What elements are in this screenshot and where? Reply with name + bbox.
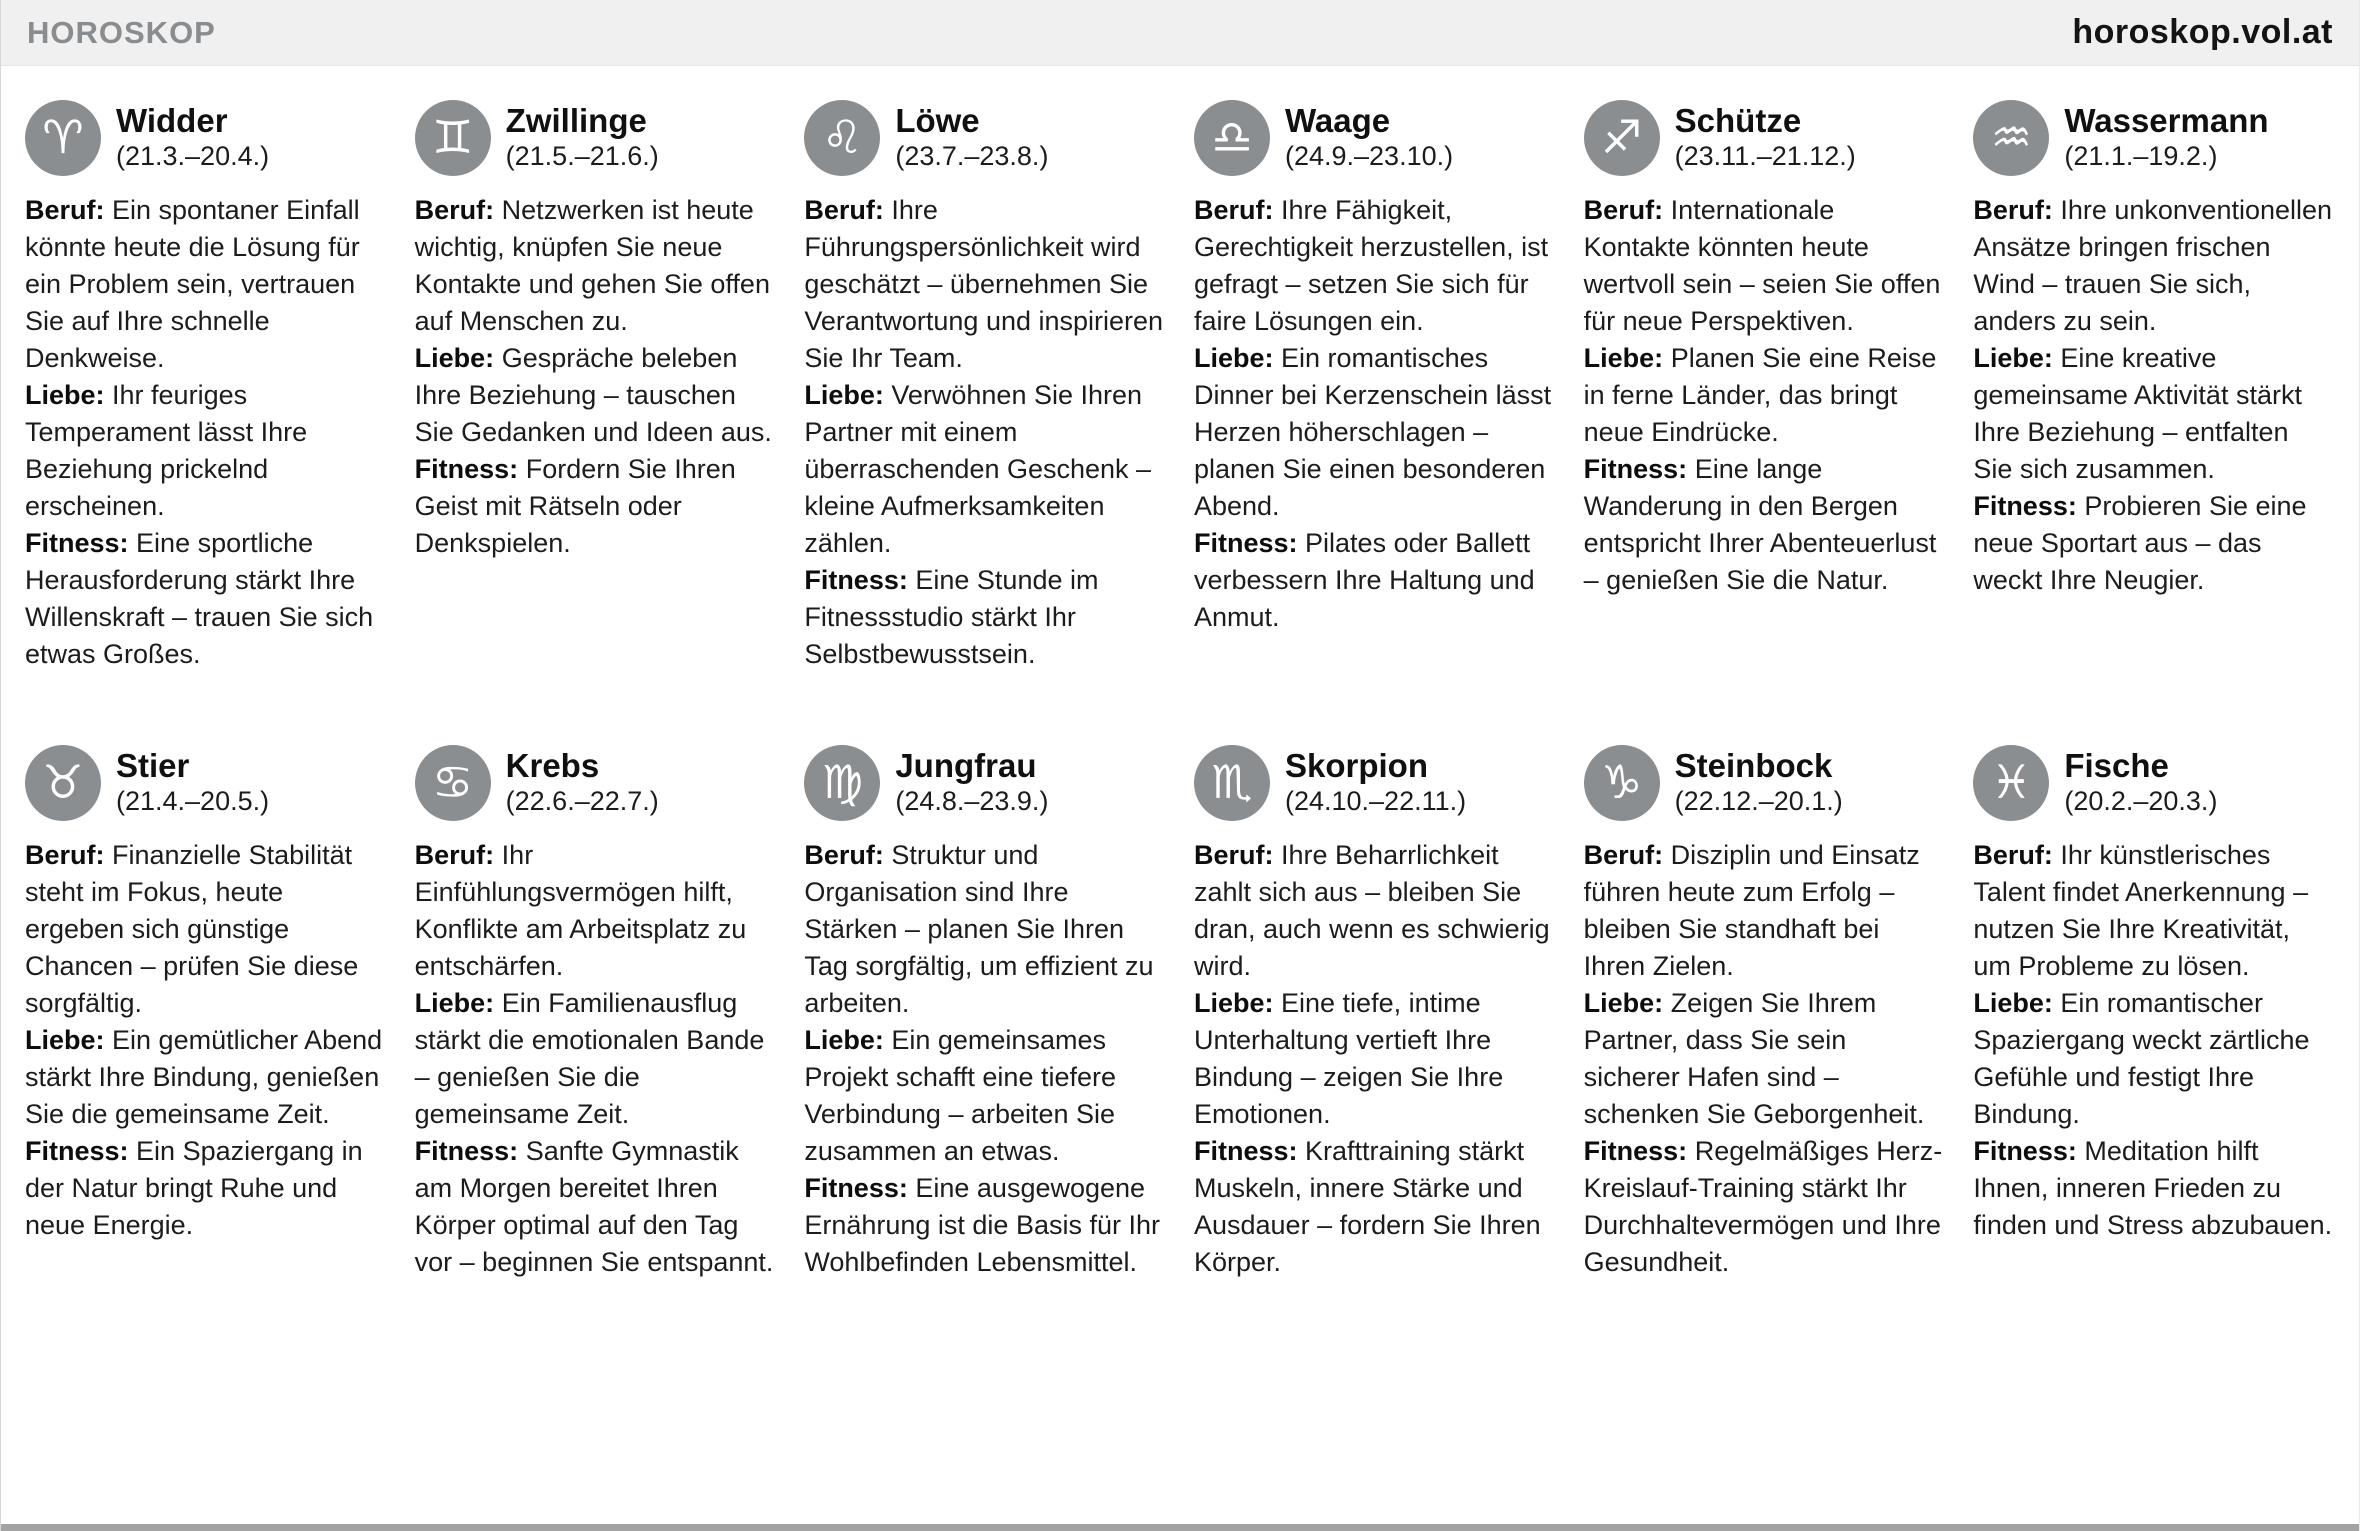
sign-dates: (21.1.–19.2.) [2064, 140, 2218, 171]
section-label: Beruf: [1973, 840, 2053, 870]
sign-header [415, 745, 777, 821]
sign-name: Schütze [1674, 101, 1802, 139]
section-liebe [1194, 985, 1556, 1133]
sign-card-capricorn [1584, 745, 1946, 1281]
section-beruf [415, 837, 777, 985]
section-text: Verwöhnen Sie Ihren Partner mit einem überraschenden Geschenk – kleine Aufmerksamkeiten zählen. [804, 380, 1152, 558]
sign-text [1194, 837, 1556, 1281]
section-fitness [415, 1133, 777, 1281]
section-label: Fitness: [25, 528, 129, 558]
sign-card-pisces [1973, 745, 2335, 1244]
section-text: Ein Spaziergang in der Natur bringt Ruhe und neue Energie. [25, 1136, 363, 1240]
section-fitness [1973, 1133, 2335, 1244]
sign-card-virgo [804, 745, 1166, 1281]
section-beruf [25, 837, 387, 1022]
section-text: Ein romantisches Dinner bei Kerzenschein lässt Herzen höherschlagen – planen Sie einen besonderen Abend. [1193, 343, 1552, 521]
section-label: Fitness: [804, 1173, 908, 1203]
sign-dates: (20.2.–20.3.) [2064, 785, 2218, 816]
section-label: Liebe: [1193, 988, 1274, 1018]
section-text: Ein gemeinsames Projekt schafft eine tiefere Verbindung – arbeiten Sie zusammen an etwas. [804, 1025, 1117, 1166]
sign-title-block [506, 748, 659, 819]
section-text: Finanzielle Stabilität steht im Fokus, heute ergeben sich günstige Chancen – prüfen Sie diese sorgfältig. [25, 840, 359, 1018]
section-liebe [1584, 985, 1946, 1133]
section-label: Liebe: [1583, 343, 1664, 373]
section-fitness [1584, 451, 1946, 599]
sign-header [1194, 100, 1556, 176]
section-liebe [1194, 340, 1556, 525]
section-label: Fitness: [25, 1136, 129, 1166]
section-liebe [804, 377, 1166, 562]
section-text: Sanfte Gymnastik am Morgen bereitet Ihren Körper optimal auf den Tag vor – beginnen Sie entspannt. [414, 1136, 774, 1277]
section-text: Ein gemütlicher Abend stärkt Ihre Bindung, genießen Sie die gemeinsame Zeit. [25, 1025, 383, 1129]
section-label: Fitness: [1973, 1136, 2077, 1166]
section-beruf [804, 837, 1166, 1022]
section-beruf [1973, 837, 2335, 985]
sagittarius-icon: ♐ [1584, 100, 1660, 176]
sign-name: Jungfrau [895, 746, 1037, 784]
section-label: Beruf: [804, 195, 884, 225]
sign-dates: (21.3.–20.4.) [116, 140, 270, 171]
section-liebe [25, 1022, 387, 1133]
section-text: Netzwerken ist heute wichtig, knüpfen Sie neue Kontakte und gehen Sie offen auf Menschen zu. [414, 195, 770, 336]
section-text: Meditation hilft Ihnen, inneren Frieden zu finden und Stress abzubauen. [1973, 1136, 2333, 1240]
section-label: Fitness: [414, 1136, 519, 1166]
section-label: Fitness: [804, 565, 908, 595]
section-text: Ein spontaner Einfall könnte heute die Lösung für ein Problem sein, vertrauen Sie auf Ihre schnelle Denkweise. [25, 195, 360, 373]
sign-dates: (23.7.–23.8.) [895, 140, 1049, 171]
section-label: Liebe: [25, 380, 105, 410]
sign-title-block [2064, 748, 2217, 819]
section-beruf [1973, 192, 2335, 340]
sign-text [1584, 192, 1946, 599]
sign-text [804, 192, 1166, 673]
sign-title-block [1675, 103, 1856, 174]
gemini-icon: ♊ [415, 100, 491, 176]
section-text: Probieren Sie eine neue Sportart aus – das weckt Ihre Neugier. [1973, 491, 2307, 595]
site-url: horoskop.vol.at [2072, 13, 2333, 51]
section-liebe [804, 1022, 1166, 1170]
sign-text [415, 837, 777, 1281]
sign-name: Zwillinge [505, 101, 647, 139]
section-fitness [1194, 525, 1556, 636]
sign-title-block [116, 748, 269, 819]
sign-text [25, 837, 387, 1244]
pisces-icon: ♓ [1973, 745, 2049, 821]
section-text: Eine Stunde im Fitnessstudio stärkt Ihr Selbstbewusstsein. [804, 565, 1099, 669]
sign-title-block [1285, 103, 1453, 174]
sign-name: Löwe [895, 101, 980, 139]
sign-name: Krebs [505, 746, 600, 784]
capricorn-icon: ♑ [1584, 745, 1660, 821]
sign-dates: (22.6.–22.7.) [505, 785, 659, 816]
taurus-icon: ♉ [25, 745, 101, 821]
section-label: Liebe: [1583, 988, 1664, 1018]
section-fitness [415, 451, 777, 562]
section-label: Liebe: [1193, 343, 1274, 373]
section-beruf [1194, 837, 1556, 985]
cancer-icon: ♋ [415, 745, 491, 821]
section-fitness [1584, 1133, 1946, 1281]
section-label: Liebe: [414, 988, 495, 1018]
sign-name: Skorpion [1284, 746, 1428, 784]
section-liebe [1973, 985, 2335, 1133]
section-text: Ein Familienausflug stärkt die emotionalen Bande – genießen Sie die gemeinsame Zeit. [414, 988, 765, 1129]
section-label: Liebe: [25, 1025, 105, 1055]
sign-title-block [1675, 748, 1843, 819]
section-text: Eine ausgewogene Ernährung ist die Basis für Ihr Wohlbefinden Lebensmittel. [804, 1173, 1160, 1277]
section-text: Planen Sie eine Reise in ferne Länder, das bringt neue Eindrücke. [1583, 343, 1937, 447]
section-text: Ihr feuriges Temperament lässt Ihre Beziehung prickelnd erscheinen. [25, 380, 308, 521]
section-fitness [804, 1170, 1166, 1281]
sign-card-aquarius [1973, 100, 2335, 599]
sign-text [1973, 192, 2335, 599]
sign-text [1973, 837, 2335, 1244]
sign-title-block [506, 103, 659, 174]
sign-dates: (21.5.–21.6.) [505, 140, 659, 171]
bottom-divider [1, 1524, 2359, 1531]
sign-header [1584, 100, 1946, 176]
sign-title-block [895, 748, 1048, 819]
sign-header [1973, 745, 2335, 821]
section-liebe [415, 340, 777, 451]
sign-header [415, 100, 777, 176]
scorpio-icon: ♏ [1194, 745, 1270, 821]
section-text: Ihre Beharrlichkeit zahlt sich aus – bleiben Sie dran, auch wenn es schwierig wird. [1193, 840, 1550, 981]
leo-icon: ♌ [804, 100, 880, 176]
sign-dates: (24.9.–23.10.) [1284, 140, 1454, 171]
section-label: Liebe: [804, 1025, 884, 1055]
page-title: HOROSKOP [27, 14, 216, 50]
sign-title-block [2064, 103, 2268, 174]
section-beruf [1584, 192, 1946, 340]
sign-header [804, 745, 1166, 821]
section-text: Internationale Kontakte könnten heute wertvoll sein – seien Sie offen für neue Perspektiven. [1583, 195, 1941, 336]
section-label: Beruf: [1973, 195, 2053, 225]
sign-name: Stier [116, 746, 190, 784]
section-fitness [1973, 488, 2335, 599]
section-beruf [1194, 192, 1556, 340]
sign-dates: (21.4.–20.5.) [116, 785, 270, 816]
section-text: Eine sportliche Herausforderung stärkt Ihre Willenskraft – trauen Sie sich etwas Großes. [25, 528, 374, 669]
section-label: Beruf: [1583, 195, 1664, 225]
section-label: Beruf: [414, 195, 495, 225]
section-text: Eine kreative gemeinsame Aktivität stärkt Ihre Beziehung – entfalten Sie sich zusammen. [1973, 343, 2302, 484]
section-text: Ihr Einfühlungsvermögen hilft, Konflikte am Arbeitsplatz zu entschärfen. [414, 840, 747, 981]
section-beruf [804, 192, 1166, 377]
section-text: Gespräche beleben Ihre Beziehung – tauschen Sie Gedanken und Ideen aus. [414, 343, 772, 447]
sign-header [804, 100, 1166, 176]
section-label: Beruf: [1193, 840, 1274, 870]
section-text: Ihre Führungspersönlichkeit wird geschätzt – übernehmen Sie Verantwortung und inspirieren Sie Ihr Team. [804, 195, 1164, 373]
section-text: Eine tiefe, intime Unterhaltung vertieft Ihre Bindung – zeigen Sie Ihre Emotionen. [1193, 988, 1504, 1129]
sign-dates: (24.8.–23.9.) [895, 785, 1049, 816]
sign-name: Steinbock [1674, 746, 1833, 784]
section-text: Zeigen Sie Ihrem Partner, dass Sie sein sicherer Hafen sind – schenken Sie Geborgenheit. [1583, 988, 1925, 1129]
section-label: Beruf: [804, 840, 884, 870]
section-text: Fordern Sie Ihren Geist mit Rätseln oder Denkspielen. [414, 454, 736, 558]
aquarius-icon: ♒ [1973, 100, 2049, 176]
sign-text [25, 192, 387, 673]
section-fitness [1194, 1133, 1556, 1281]
section-text: Struktur und Organisation sind Ihre Stärken – planen Sie Ihren Tag sorgfältig, um effizient zu arbeiten. [804, 840, 1154, 1018]
virgo-icon: ♍ [804, 745, 880, 821]
sign-text [1584, 837, 1946, 1281]
sign-header [25, 100, 387, 176]
sign-header [1194, 745, 1556, 821]
section-liebe [25, 377, 387, 525]
section-label: Beruf: [25, 195, 105, 225]
masthead [1, 0, 2359, 66]
sign-text [804, 837, 1166, 1281]
section-text: Pilates oder Ballett verbessern Ihre Haltung und Anmut. [1193, 528, 1535, 632]
sign-name: Wassermann [2064, 101, 2269, 139]
aries-icon: ♈ [25, 100, 101, 176]
section-label: Fitness: [1193, 528, 1298, 558]
sign-name: Waage [1284, 101, 1391, 139]
sign-card-cancer [415, 745, 777, 1281]
sign-dates: (23.11.–21.12.) [1674, 140, 1856, 171]
sign-card-libra [1194, 100, 1556, 636]
section-text: Ihre unkonventionellen Ansätze bringen frischen Wind – trauen Sie sich, anders zu sein. [1973, 195, 2333, 336]
sign-card-leo [804, 100, 1166, 673]
section-liebe [1584, 340, 1946, 451]
section-label: Beruf: [1193, 195, 1274, 225]
sign-card-sagittarius [1584, 100, 1946, 599]
section-label: Fitness: [1193, 1136, 1298, 1166]
section-beruf [415, 192, 777, 340]
section-text: Ein romantischer Spaziergang weckt zärtliche Gefühle und festigt Ihre Bindung. [1973, 988, 2310, 1129]
sign-card-gemini [415, 100, 777, 562]
sign-name: Fische [2064, 746, 2169, 784]
section-label: Liebe: [804, 380, 884, 410]
sign-dates: (24.10.–22.11.) [1284, 785, 1467, 816]
sign-card-taurus [25, 745, 387, 1244]
section-text: Regelmäßiges Herz-Kreislauf-Training stärkt Ihr Durchhaltevermögen und Ihre Gesundheit. [1583, 1136, 1943, 1277]
section-liebe [415, 985, 777, 1133]
sign-title-block [1285, 748, 1466, 819]
section-liebe [1973, 340, 2335, 488]
section-text: Ihre Fähigkeit, Gerechtigkeit herzustellen, ist gefragt – setzen Sie sich für faire Lösungen ein. [1193, 195, 1549, 336]
section-beruf [25, 192, 387, 377]
sign-name: Widder [116, 101, 228, 139]
section-fitness [25, 1133, 387, 1244]
section-label: Beruf: [414, 840, 495, 870]
sign-header [1584, 745, 1946, 821]
section-text: Ihr künstlerisches Talent findet Anerkennung – nutzen Sie Ihre Kreativität, um Probleme zu lösen. [1973, 840, 2309, 981]
sign-header [1973, 100, 2335, 176]
libra-icon: ♎ [1194, 100, 1270, 176]
sign-header [25, 745, 387, 821]
sign-title-block [116, 103, 269, 174]
section-label: Liebe: [1973, 988, 2053, 1018]
section-text: Eine lange Wanderung in den Bergen entspricht Ihrer Abenteuerlust – genießen Sie die Natur. [1583, 454, 1937, 595]
zodiac-grid [1, 66, 2359, 1281]
section-label: Fitness: [1583, 1136, 1688, 1166]
sign-dates: (22.12.–20.1.) [1674, 785, 1843, 816]
sign-text [1194, 192, 1556, 636]
section-label: Liebe: [414, 343, 495, 373]
section-fitness [25, 525, 387, 673]
section-label: Fitness: [1583, 454, 1688, 484]
sign-card-aries [25, 100, 387, 673]
section-text: Krafttraining stärkt Muskeln, innere Stärke und Ausdauer – fordern Sie Ihren Körper. [1193, 1136, 1541, 1277]
sign-title-block [895, 103, 1048, 174]
section-label: Fitness: [1973, 491, 2077, 521]
section-text: Disziplin und Einsatz führen heute zum Erfolg – bleiben Sie standhaft bei Ihren Zielen. [1583, 840, 1920, 981]
sign-text [415, 192, 777, 562]
section-beruf [1584, 837, 1946, 985]
section-fitness [804, 562, 1166, 673]
sign-card-scorpio [1194, 745, 1556, 1281]
section-label: Fitness: [414, 454, 519, 484]
section-label: Beruf: [1583, 840, 1664, 870]
section-label: Liebe: [1973, 343, 2053, 373]
section-label: Beruf: [25, 840, 105, 870]
